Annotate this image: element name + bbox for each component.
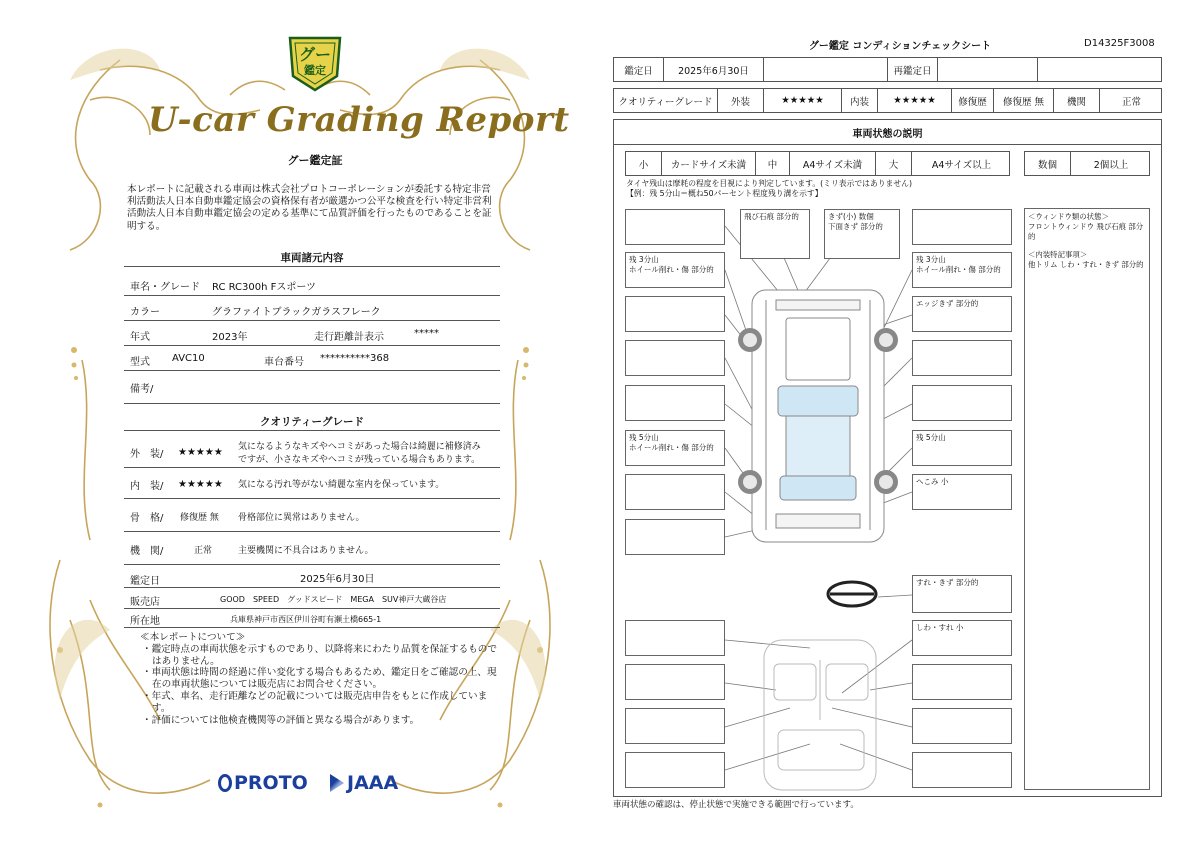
callout-tire-rl-2: ホイール削れ・傷 部分的 — [629, 443, 714, 452]
callout-tire-fl — [625, 252, 725, 288]
grade-row-exterior — [124, 434, 500, 468]
callout-box — [625, 209, 725, 245]
spec-model-label: 型式 — [130, 357, 150, 368]
grade-engine-desc: 主要機関に不具合はありません。 — [238, 546, 374, 556]
grade-exterior-stars: ★★★★★ — [178, 447, 223, 458]
grade-exterior-label: 外 装/ — [130, 449, 164, 460]
interior-notes-value: 他トリム しわ・すれ・きず 部分的 — [1028, 260, 1144, 269]
callout-tire-rr: 残 5分山 — [912, 430, 1012, 466]
count-legend — [1024, 151, 1150, 176]
spec-row-color — [124, 297, 500, 321]
spec-name-label: 車名・グレード — [130, 282, 200, 293]
callout-box — [912, 708, 1012, 744]
date-blank — [764, 58, 888, 81]
info-address-value: 兵庫県神戸市西区伊川谷町有瀬土橋665-1 — [230, 615, 382, 624]
callout-box — [625, 620, 725, 656]
grade-exterior-desc-1: 気になるようなキズやヘコミがあった場合は綺麗に補修済み — [238, 442, 481, 452]
callout-box — [625, 474, 725, 510]
repair-label: 修復歴 — [952, 89, 994, 112]
info-date-label: 鑑定日 — [130, 576, 160, 587]
size-large-desc: A4サイズ以上 — [931, 159, 992, 171]
callout-box — [625, 708, 725, 744]
date-row — [613, 57, 1162, 82]
note-item: ・鑑定時点の車両状態を示すものであり、以降将来にわたり品質を保証するものではありません。 — [142, 643, 497, 667]
callout-box — [625, 664, 725, 700]
section-title: 車両状態の説明 — [614, 120, 1161, 145]
spec-chassis-label: 車台番号 — [264, 357, 304, 368]
spec-model-value: AVC10 — [172, 353, 205, 364]
grade-frame-desc: 骨格部位に異常はありません。 — [238, 513, 365, 523]
badge-line-2: 鑑定 — [304, 64, 326, 77]
spec-remarks-label: 備考/ — [130, 384, 154, 395]
engine-value: 正常 — [1121, 96, 1141, 108]
info-address-label: 所在地 — [130, 616, 160, 627]
size-small-desc: カードサイズ未満 — [662, 152, 756, 175]
int-stars: ★★★★★ — [878, 89, 952, 112]
grade-engine-value: 正常 — [194, 546, 213, 556]
notes-title: ≪本レポートについて≫ — [140, 632, 246, 643]
note-item: ・車両状態は時間の経過に伴い変化する場合もあるため、鑑定日をご確認の上、現在の車両状態については販売店にお問合せください。 — [142, 667, 497, 691]
condition-check-sheet — [600, 0, 1200, 848]
spec-mileage-value: ***** — [414, 328, 439, 339]
info-dealer-label: 販売店 — [130, 597, 160, 608]
spec-chassis-value: **********368 — [320, 353, 390, 364]
reappraisal-blank — [1038, 58, 1163, 81]
callout-box — [625, 296, 725, 332]
callout-box — [625, 752, 725, 788]
badge-line-1: グー — [298, 45, 331, 64]
spec-row-name — [124, 272, 500, 296]
callout-tire-rl — [625, 430, 725, 466]
size-large: 大 — [876, 152, 912, 175]
size-small: 小 — [626, 152, 662, 175]
interior-notes-title: ＜内装特記事項＞ — [1028, 250, 1088, 259]
date-label: 鑑定日 — [614, 58, 664, 81]
repair-value: 修復歴 無 — [994, 89, 1054, 112]
callout-front-chip: 飛び石痕 部分的 — [740, 209, 810, 259]
grade-interior-stars: ★★★★★ — [178, 479, 223, 490]
grade-engine-label: 機 関/ — [130, 546, 164, 557]
callout-box — [912, 209, 1012, 245]
grade-frame-value: 修復歴 無 — [180, 513, 219, 523]
size-medium: 中 — [756, 152, 790, 175]
grade-frame-label: 骨 格/ — [130, 513, 164, 524]
tire-note-line-2: 【例：残 5分山＝概ね50パーセント程度残り溝を示す】 — [626, 189, 823, 198]
grade-interior-desc: 気になる汚れ等がない綺麗な室内を保っています。 — [238, 480, 445, 490]
spacer — [1028, 242, 1146, 250]
info-dealer-value: GOOD SPEED グッドスピード MEGA SUV神戸大蔵谷店 — [220, 595, 447, 604]
proto-mark-icon — [218, 774, 232, 792]
quality-grade-label: クオリティーグレード — [614, 89, 718, 112]
proto-logo — [218, 772, 308, 794]
ext-stars: ★★★★★ — [764, 89, 842, 112]
certificate-body: 本レポートに記載される車両は株式会社プロトコーポレーションが委託する特定非営利活動法人日本自動車鑑定協会の資格保有者が厳選かつ公平な検査を行い特定非営利活動法人日本自動車鑑定協会の定める基準にて品質評価を行ったものであることを証明する。 — [127, 184, 492, 232]
info-date-value: 2025年6月30日 — [300, 574, 375, 585]
grade-row-engine — [124, 533, 500, 565]
sheet-title: グー鑑定 コンディションチェックシート — [808, 41, 992, 52]
grade-row-interior — [124, 469, 500, 499]
certificate-title: グー鑑定証 — [287, 154, 343, 167]
grade-row-frame — [124, 500, 500, 532]
callout-dent: へこみ 小 — [912, 474, 1012, 510]
callout-tire-fr-1: 残 3分山 — [916, 255, 946, 264]
callout-tire-fr-2: ホイール削れ・傷 部分的 — [916, 265, 1001, 274]
info-row-dealer — [124, 589, 500, 609]
note-item: ・評価については他検査機関等の評価と異なる場合があります。 — [142, 714, 420, 726]
spec-name-value: RC RC300h Fスポーツ — [212, 282, 316, 293]
jaaa-logo — [330, 772, 398, 794]
date-value: 2025年6月30日 — [664, 58, 764, 81]
jaaa-logo-text: JAAA — [347, 772, 399, 794]
count-desc: 2個以上 — [1093, 159, 1129, 171]
spec-row-model — [124, 347, 500, 371]
callout-tire-fl-1: 残 3分山 — [629, 255, 659, 264]
callout-box — [625, 385, 725, 421]
reappraisal-value — [938, 58, 1038, 81]
note-item: ・年式、車名、走行距離などの記載については販売店申告をもとに作成しています。 — [142, 690, 488, 714]
grade-top-rule — [124, 430, 500, 431]
spec-row-remarks — [124, 372, 500, 404]
tire-note-line-1: タイヤ残山は摩耗の程度を目視により判定しています。(ミリ表示ではありません) — [626, 179, 912, 188]
proto-logo-text: PROTO — [234, 772, 308, 794]
spec-color-value: グラファイトブラックガラスフレーク — [212, 307, 381, 318]
callout-tire-fr — [912, 252, 1012, 288]
callout-box — [912, 385, 1012, 421]
special-notes-panel — [1024, 208, 1150, 790]
callout-box — [912, 752, 1012, 788]
grade-exterior-desc-2: ですが、小さなキズやヘコミが残っている場合もあります。 — [238, 455, 481, 465]
callout-seat: しわ・すれ 小 — [912, 620, 1012, 656]
grade-row — [613, 88, 1162, 113]
spec-color-label: カラー — [130, 307, 160, 318]
spec-mileage-label: 走行距離計表示 — [314, 332, 384, 343]
sheet-footer-note: 車両状態の確認は、停止状態で実施できる範囲で行っています。 — [613, 800, 859, 810]
info-row-date — [124, 566, 500, 588]
callout-edge-scratch: エッジきず 部分的 — [912, 296, 1012, 332]
goo-appraisal-badge — [285, 32, 345, 94]
callout-tire-fl-2: ホイール削れ・傷 部分的 — [629, 265, 714, 274]
specs-top-rule — [124, 266, 500, 267]
callout-steering: すれ・きず 部分的 — [912, 575, 1012, 613]
report-notes — [140, 632, 500, 726]
count-label: 数個 — [1025, 152, 1071, 175]
callout-box — [625, 340, 725, 376]
spec-row-year — [124, 322, 500, 346]
spec-year-value: 2023年 — [212, 332, 248, 343]
sheet-doc-id: D14325F3008 — [1084, 38, 1155, 49]
window-notes-value: フロントウィンドウ 飛び石痕 部分的 — [1028, 222, 1144, 241]
callout-front-scratch-1: きず(小) 数個 — [828, 212, 874, 221]
callout-front-scratch-2: 下面きず 部分的 — [828, 222, 883, 231]
spec-year-label: 年式 — [130, 332, 150, 343]
size-legend — [625, 151, 1010, 176]
tire-note — [626, 179, 912, 199]
callout-box — [912, 340, 1012, 376]
ext-label: 外装 — [718, 89, 764, 112]
specs-title: 車両諸元内容 — [280, 252, 344, 264]
reappraisal-label: 再鑑定日 — [888, 58, 938, 81]
callout-box — [625, 519, 725, 555]
engine-label: 機関 — [1054, 89, 1100, 112]
callout-tire-rl-1: 残 5分山 — [629, 433, 659, 442]
jaaa-mark-icon — [330, 774, 344, 792]
report-script-title: U-car Grading Report — [148, 100, 570, 140]
grade-title: クオリティーグレード — [260, 416, 364, 428]
callout-box — [912, 664, 1012, 700]
callout-front-scratch — [824, 209, 900, 259]
info-row-address — [124, 610, 500, 628]
window-notes-title: ＜ウィンドウ類の状態＞ — [1028, 212, 1109, 221]
grade-interior-label: 内 装/ — [130, 481, 164, 492]
int-label: 内装 — [842, 89, 878, 112]
size-medium-desc: A4サイズ未満 — [790, 152, 876, 175]
